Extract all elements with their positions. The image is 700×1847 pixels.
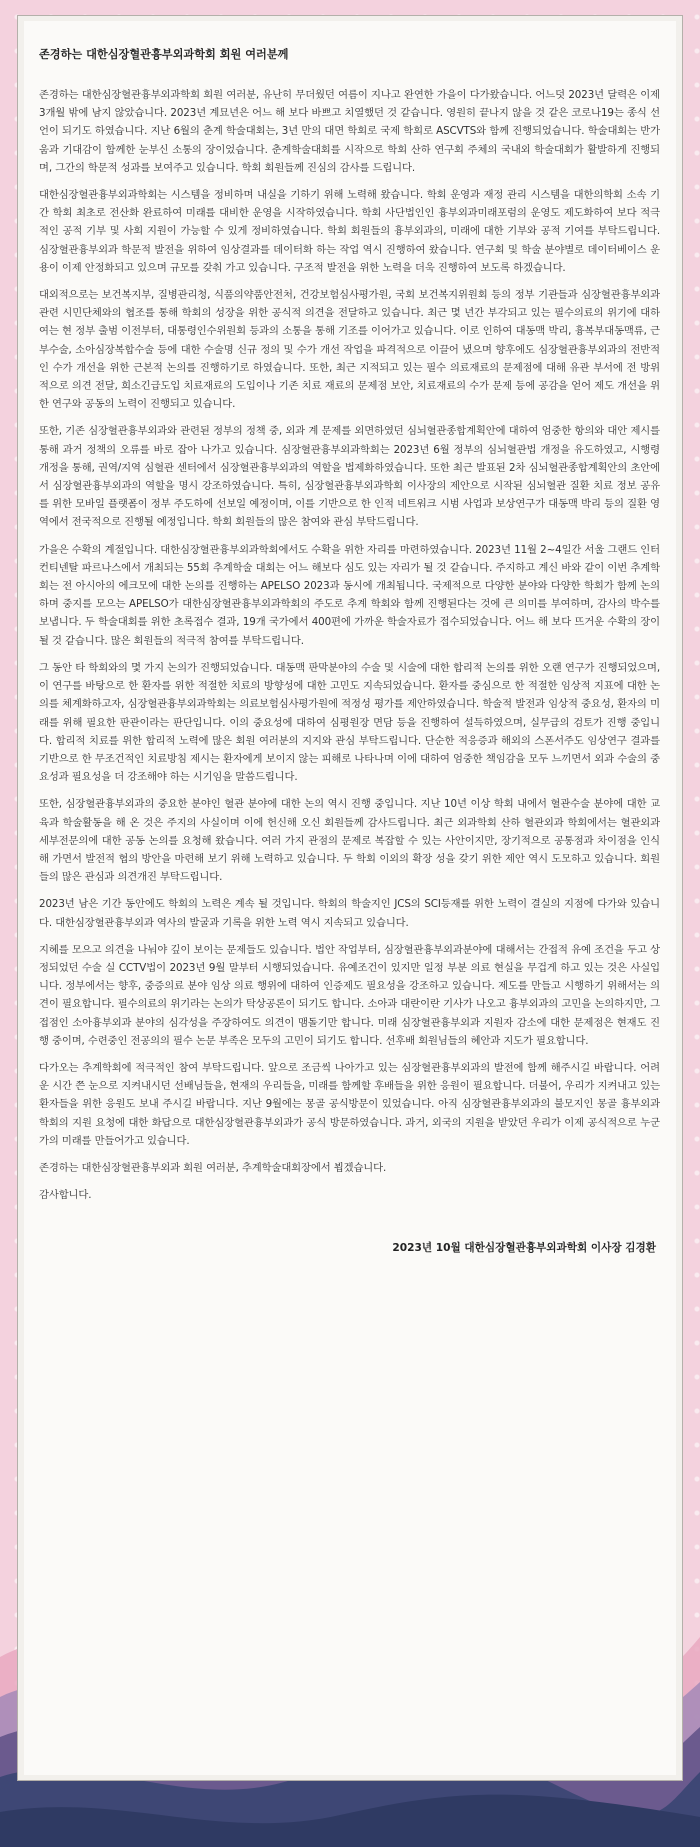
letter-paragraph: 존경하는 대한심장혈관흉부외과 회원 여러분, 추계학술대회장에서 뵙겠습니다. bbox=[39, 1161, 387, 1174]
letter-paragraph: 또한, 심장혈관흉부외과의 중요한 분야인 혈관 분야에 대한 논의 역시 진행 중입니다. 지난 10년 이상 학회 내에서 혈관수술 분야에 대한 교육과 학술활동을 해 온 것은 주지의 사실이며 이에 헌신해 오신 회원들께 감사드립니다. 최근 외과학회 산하 혈관외과 학회에서는 혈관외과 세부전문의에 대한 공동 논의를 요청해 왔습니다. 여러 가지 관점의 문제로 복잡할 수 있는 사안이지만, 장기적으로 공통점과 차이점을 인식해 가면서 발전적 협의 방안을 마련해 보기 위해 노력하고 있습니다. 두 학회 이외의 확장 성을 갖기 위한 제안 역시 도모하고 있습니다. 회원들의 많은 관심과 의견개진 부탁드립니다. bbox=[39, 798, 660, 884]
letter-paragraph: 대외적으로는 보건복지부, 질병관리청, 식품의약품안전처, 건강보험심사평가원, 국회 보건복지위원회 등의 정부 기관들과 심장혈관흉부외과 관련 시민단체와의 협조를 통해 학회의 성장을 위한 공식적 의견을 전달하고 있습니다. 최근 몇 년간 부각되고 있는 필수의료의 위기에 대하여는 현 정부 출범 이전부터, 대통령인수위원회 등과의 소통을 통해 기조를 이어가고 있습니다. 이로 인하여 대동맥 박리, 흉복부대동맥류, 근부수술, 소아심장복합수술 등에 대한 수술명 신규 정의 및 수가 개선 작업을 파격적으로 이끌어 냈으며 향후에도 심장혈관흉부외과의 전반적인 수가 개선을 위한 근본적 논의를 진행하기로 하였습니다. 또한, 최근 지적되고 있는 필수 의료재료의 문제점에 대해 유관 부서에 전 방위 적으로 의견 전달, 희소긴급도입 치료재료의 도입이나 기존 치료 재료의 문제점 보안, 치료재료의 수가 문제 등에 공감을 얻어 제도 개선을 위한 연구와 공동의 노력이 진행되고 있습니다. bbox=[39, 289, 660, 411]
letter-paragraph: 존경하는 대한심장혈관흉부외과학회 회원 여러분, 유난히 무더웠던 여름이 지나고 완연한 가을이 다가왔습니다. 어느덧 2023년 달력은 이제 3개월 밖에 남지 않았습니다. 2023년 계묘년은 어느 해 보다 바쁘고 치열했던 것 같습니다. 영원히 끝나지 않을 것 같은 코로나19는 종식 선언이 되기도 하였습니다. 지난 6월의 춘계 학술대회는, 3년 만의 대면 학회로 국제 학회로 ASCVTS와 함께 진행되었습니다. 학술대회는 반가움과 기대감이 함께한 눈부신 소통의 장이었습니다. 춘계학술대회를 시작으로 학회 산하 연구회 주체의 국내외 학술대회가 활발하게 진행되며, 그간의 학문적 성과를 보여주고 있습니다. 학회 회원들께 진심의 감사를 드립니다. bbox=[39, 89, 660, 174]
letter-greeting: 존경하는 대한심장혈관흉부외과학회 회원 여러분께 bbox=[39, 48, 289, 61]
letter-paragraph: 감사합니다. bbox=[39, 1189, 92, 1202]
letter-paper bbox=[24, 21, 676, 1775]
letter-paragraph: 2023년 남은 기간 동안에도 학회의 노력은 계속 될 것입니다. 학회의 학술지인 JCS의 SCI등재를 위한 노력이 결실의 지점에 다가와 있습니다. 대한심장혈관흉부외과 역사의 발굴과 기록을 위한 노력 역시 지속되고 있습니다. bbox=[39, 898, 660, 929]
letter-paragraph: 지혜를 모으고 의견을 나눠야 깊이 보이는 문제들도 있습니다. 법안 작업부터, 심장혈관흉부외과분야에 대해서는 간접적 유예 조건을 두고 상정되었던 수술 실 CCTV법이 2023년 9월 말부터 시행되었습니다. 유예조건이 있지만 일정 부분 의료 현실을 무겁게 하고 있는 것은 사실입니다. 정부에서는 향후, 중증의료 분야 임상 의료 행위에 대하여 인증제도 필요성을 강조하고 있습니다. 제도를 만들고 시행하기 위해서는 의견이 필요합니다. 필수의료의 위기라는 논의가 탁상공론이 되기도 합니다. 소아과 대란이란 기사가 나오고 흉부외과의 고민을 논의하지만, 그 접점인 소아흉부외과 분야의 심각성을 주장하여도 의견이 맴돌기만 합니다. 미래 심장혈관흉부외과 지원자 감소에 대한 문제점은 현재도 진행 중이며, 수련중인 전공의의 필수 논문 부족은 모두의 고민이 되기도 합니다. 선후배 회원님들의 혜안과 지도가 필요합니다. bbox=[39, 943, 660, 1047]
letter-paragraph: 또한, 기존 심장혈관흉부외과와 관련된 정부의 정책 중, 외과 계 문제를 외면하였던 심뇌혈관종합계획안에 대하여 엄중한 항의와 대안 제시를 통해 과거 정책의 오류를 바로 잡아 나가고 있습니다. 심장혈관흉부외과학회는 2023년 6월 정부의 심뇌혈관법 개정을 유도하였고, 시행령 개정을 통해, 권역/지역 심혈관 센터에서 심장혈관흉부외과의 역할을 법제화하였습니다. 또한 최근 발표된 2차 심뇌혈관종합계획안의 초안에서 심장혈관흉부외과의 역할을 명시 강조하였습니다. 특히, 심장혈관흉부외과학회 이사장의 제안으로 시작된 심뇌혈관 질환 치료 정보 공유를 위한 모바일 플랫폼이 정부 주도하에 선보일 예정이며, 이를 기반으로 한 인적 네트워크 시범 사업과 보상연구가 대동맥 박리 등의 질환 영역에서 전국적으로 진행될 예정입니다. 학회 회원들의 많은 참여와 관심 부탁드립니다. bbox=[39, 425, 660, 529]
letter-paragraph: 가을은 수확의 계절입니다. 대한심장혈관흉부외과학회에서도 수확을 위한 자리를 마련하였습니다. 2023년 11월 2~4일간 서울 그랜드 인터컨티넨탈 파르나스에서 개최되는 55회 추계학술 대회는 어느 해보다 심도 있는 자리가 될 것 같습니다. 주지하고 계신 바와 같이 이번 추계학회는 전 아시아의 에크모에 대한 논의를 진행하는 APELSO 2023과 동시에 개최됩니다. 국제적으로 다양한 분야와 다양한 학회가 함께 논의하며 중지를 모으는 APELSO가 대한심장혈관흉부외과학회의 주도로 추계 학회와 함께 진행된다는 것에 큰 의미를 부여하며, 감사의 박수를 보냅니다. 두 학술대회를 위한 초록접수 결과, 19개 국가에서 400편에 가까운 학술자료가 접수되었습니다. 어느 해 보다 뜨거운 수확의 장이 될 것 같습니다. 많은 회원들의 적극적 참여를 부탁드립니다. bbox=[39, 543, 660, 647]
letter-paragraph: 그 동안 타 학회와의 몇 가지 논의가 진행되었습니다. 대동맥 판막분야의 수술 및 시술에 대한 합리적 논의를 위한 오랜 연구가 진행되었으며, 이 연구를 바탕으로 한 환자를 위한 적절한 치료의 방향성에 대한 고민도 지속되었습니다. 환자를 중심으로 한 적절한 임상적 지표에 대한 논의를 체계화하고자, 심장혈관흉부외과학회는 의료보험심사평가원에 적정성 평가를 제안하였습니다. 학술적 발전과 임상적 중요성, 환자의 미래를 위해 필요한 판관이라는 판단입니다. 이의 중요성에 대하여 심평원장 면담 등을 진행하여 설득하였으며, 실무급의 검토가 진행 중입니다. 합리적 치료를 위한 합리적 노력에 많은 회원 여러분의 지지와 관심 부탁드립니다. 단순한 적응증과 해외의 스폰서주도 임상연구 결과를 기반으로 한 무조건적인 치료방침 제시는 환자에게 보이지 않는 피해로 나타나며 이에 대하여 엄중한 책임감을 모두 느끼면서 외과 수술의 중요성과 필요성을 더 강조해야 하는 시기임을 말씀드립니다. bbox=[39, 661, 660, 784]
letter-paragraph: 다가오는 추계학회에 적극적인 참여 부탁드립니다. 앞으로 조금씩 나아가고 있는 심장혈관흉부외과의 발전에 함께 해주시길 바랍니다. 어려운 시간 쯘 눈으로 지켜내시던 선배님들을, 현재의 우리들을, 미래를 함께할 후배들을 위한 응원이 필요합니다. 더불어, 우리가 지켜내고 있는 환자들을 위한 응원도 보내 주시길 바랍니다. 지난 9월에는 몽골 공식방문이 있었습니다. 아직 심장혈관흉부외과의 불모지인 몽골 흉부외과 학회의 지원 요청에 대한 화답으로 대한심장혈관흉부외과가 공식 방문하였습니다. 과거, 외국의 지원을 받았던 우리가 이제 공식적으로 누군가의 미래를 만들어가고 있습니다. bbox=[39, 1061, 660, 1147]
letter-paragraph: 대한심장혈관흉부외과학회는 시스템을 정비하며 내실을 기하기 위해 노력해 왔습니다. 학회 운영과 재정 관리 시스템을 대한의학회 소속 기간 학회 최초로 전산화 완료하여 미래를 대비한 운영을 시작하였습니다. 학회 사단법인인 흉부외과미래포럼의 운영도 제도화하여 보다 적극적인 공적 기부 및 사회 지원이 가능할 수 있게 정비하였습니다. 학회 회원들의 흉부외과의, 미래에 대한 기부와 공적 기여를 부탁드립니다. 심장혈관흉부외과 학문적 발전을 위하여 임상결과를 데이터화 하는 작업 역시 진행하여 왔습니다. 연구회 및 학술 분야별로 데이터베이스 운용이 이제 안정화되고 있으며 규모를 갖춰 가고 있습니다. 구조적 발전을 위한 노력을 더욱 진행하여 보도록 하겠습니다. bbox=[39, 189, 660, 274]
letter-signature: 2023년 10월 대한심장혈관흉부외과학회 이사장 김경환 bbox=[392, 1242, 656, 1255]
